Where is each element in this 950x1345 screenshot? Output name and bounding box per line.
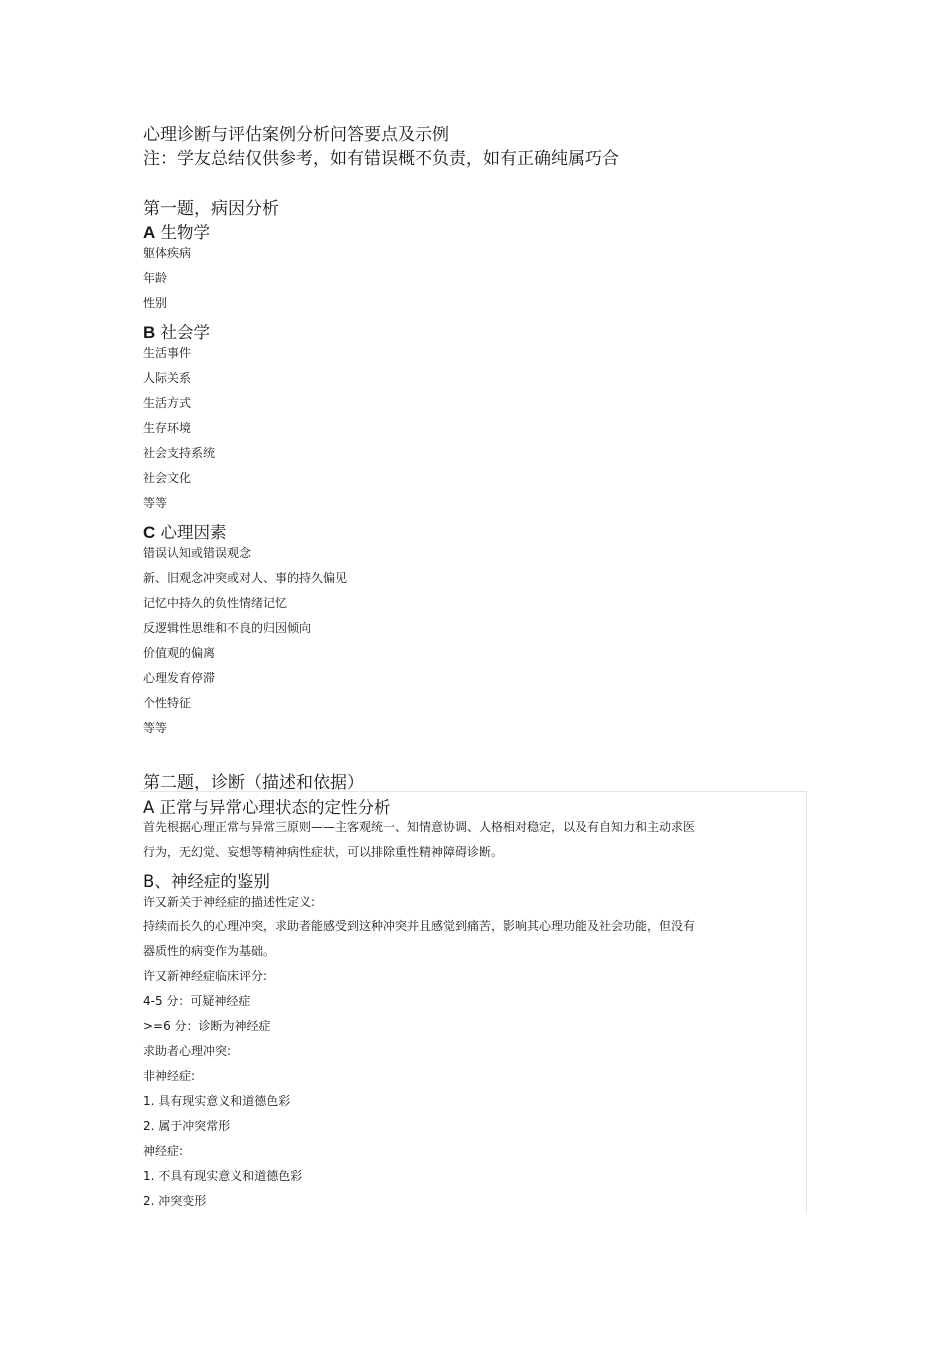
list-item: 生活方式 (143, 396, 192, 410)
list-item: 个性特征 (143, 696, 192, 710)
list-item: 反逻辑性思维和不良的归因倾向 (143, 621, 312, 635)
list-item: 心理发育停滞 (143, 671, 216, 685)
list-item: 生存环境 (143, 421, 192, 435)
paragraph-line: 许又新关于神经症的描述性定义: (143, 895, 316, 909)
section-b-heading: B、神经症的鉴别 (143, 872, 270, 891)
paragraph-line: >=6 分：诊断为神经症 (143, 1019, 271, 1033)
section-label: 生物学 (160, 223, 211, 242)
paragraph-line: 求助者心理冲突: (143, 1044, 232, 1058)
paragraph-line: 许又新神经症临床评分: (143, 969, 268, 983)
document-title: 心理诊断与评估案例分析问答要点及示例 (143, 125, 449, 145)
section-a-biology (143, 219, 210, 243)
list-item: 社会支持系统 (143, 446, 216, 460)
list-item: 错误认知或错误观念 (143, 546, 252, 560)
list-item: 人际关系 (143, 371, 192, 385)
list-item: 社会文化 (143, 471, 192, 485)
paragraph-line: 1. 不具有现实意义和道德色彩 (143, 1169, 303, 1183)
paragraph-line: 持续而长久的心理冲突，求助者能感受到这种冲突并且感觉到痛苦，影响其心理功能及社会功能，但没有 (143, 919, 696, 933)
paragraph-line: 非神经症: (143, 1069, 196, 1083)
paragraph-line: 1. 具有现实意义和道德色彩 (143, 1094, 291, 1108)
section-letter: A (143, 223, 156, 242)
question-1-heading: 第一题，病因分析 (143, 199, 279, 219)
paragraph-line: 神经症: (143, 1144, 184, 1158)
paragraph-line: 器质性的病变作为基础。 (143, 944, 276, 958)
section-label: 社会学 (160, 323, 211, 342)
list-item: 生活事件 (143, 346, 192, 360)
list-item: 性别 (143, 296, 168, 310)
question-2-heading: 第二题，诊断（描述和依据） (143, 773, 364, 793)
section-c-psychology (143, 519, 227, 543)
paragraph-line: 4-5 分：可疑神经症 (143, 994, 251, 1008)
section-b-sociology (143, 319, 210, 343)
section-a-heading: A 正常与异常心理状态的定性分析 (143, 798, 391, 817)
list-item: 等等 (143, 496, 168, 510)
paragraph-line: 首先根据心理正常与异常三原则——主客观统一、知情意协调、人格相对稳定，以及有自知力和主动求医 (143, 820, 696, 834)
section-label: 心理因素 (160, 523, 227, 542)
paragraph-line: 行为，无幻觉、妄想等精神病性症状，可以排除重性精神障碍诊断。 (143, 845, 504, 859)
section-letter: B (143, 323, 156, 342)
paragraph-line: 2. 属于冲突常形 (143, 1119, 231, 1133)
list-item: 记忆中持久的负性情绪记忆 (143, 596, 288, 610)
list-item: 年龄 (143, 271, 168, 285)
list-item: 等等 (143, 721, 168, 735)
list-item: 躯体疾病 (143, 246, 192, 260)
paragraph-line: 2. 冲突变形 (143, 1194, 207, 1208)
document-note: 注：学友总结仅供参考，如有错误概不负责，如有正确纯属巧合 (143, 149, 619, 169)
list-item: 价值观的偏离 (143, 646, 216, 660)
section-letter: C (143, 523, 156, 542)
list-item: 新、旧观念冲突或对人、事的持久偏见 (143, 571, 348, 585)
